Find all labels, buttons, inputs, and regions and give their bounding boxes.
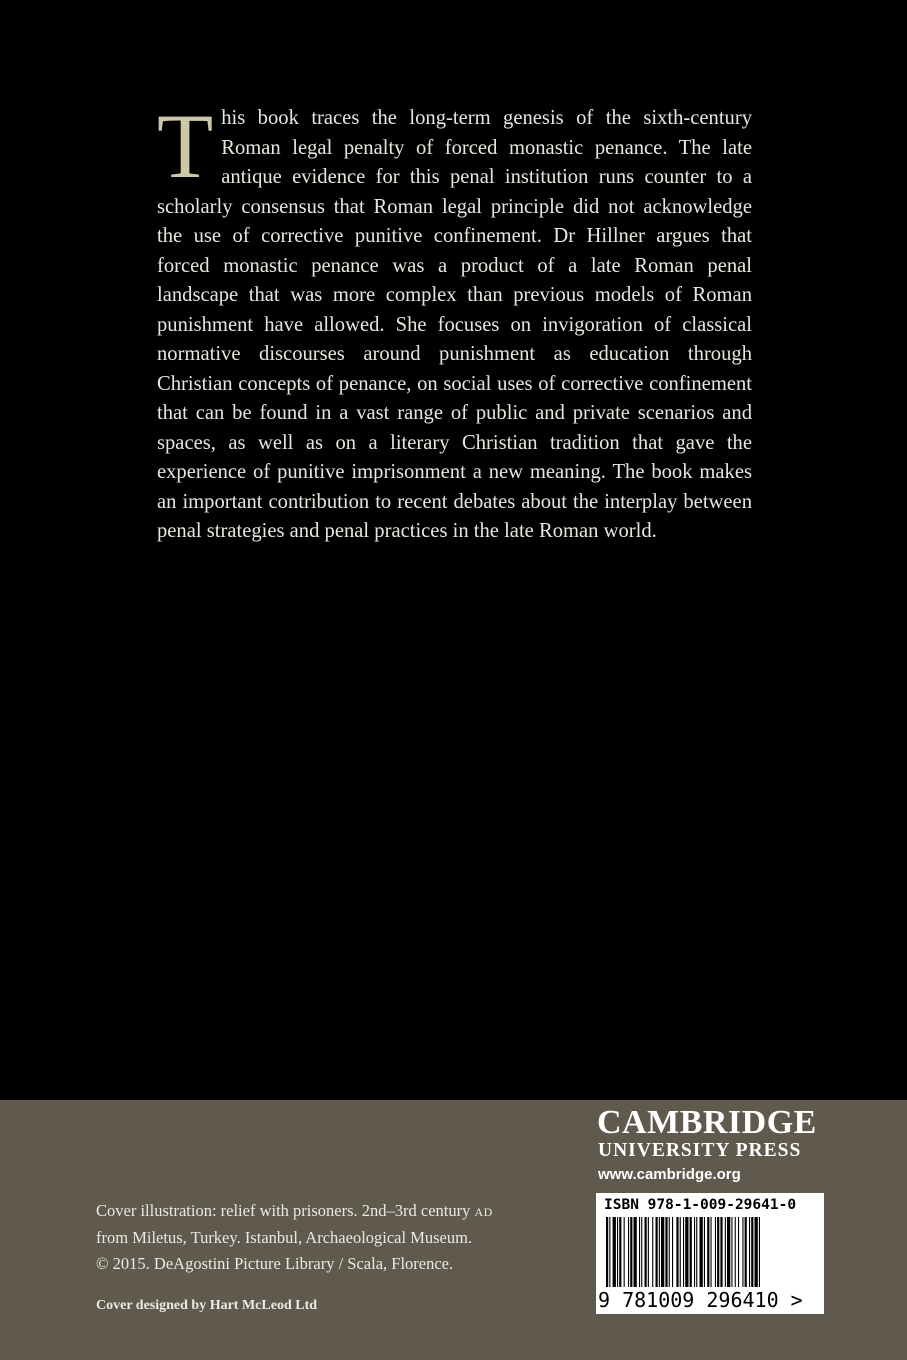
barcode-bar <box>665 1217 667 1287</box>
blurb-text: his book traces the long-term genesis of the sixth-century Roman legal penalty of forced monastic penance. The late antique evidence for this penal institution runs counter to a scholarly consensus that Roman legal principle did not acknowledge the use of corrective punitive confinement. Dr Hillner argues that forced monastic penance was a product of a late Roman penal landscape that was more complex than previous models of Roman punishment have allowed. She focuses on invigoration of classical normative discourses around punishment as education through Christian concepts of penance, on social uses of corrective confinement that can be found in a vast range of public and private scenarios and spaces, as well as on a literary Christian tradition that gave the experience of punitive imprisonment a new meaning. The book makes an important contribution to recent debates about the interplay between penal strategies and penal practices in the late Roman world. <box>157 107 752 542</box>
barcode-bar <box>628 1217 629 1287</box>
barcode-bar <box>652 1217 653 1287</box>
barcode <box>596 1193 824 1314</box>
publisher-name: CAMBRIDGE <box>597 1104 817 1141</box>
publisher-press: UNIVERSITY PRESS <box>598 1140 802 1161</box>
barcode-bar <box>680 1217 681 1287</box>
cover-credit <box>96 1198 576 1277</box>
barcode-bar <box>641 1217 642 1287</box>
barcode-bar <box>634 1217 637 1287</box>
barcode-bar <box>639 1217 640 1287</box>
barcode-bar <box>656 1217 658 1287</box>
barcode-bar <box>690 1217 692 1287</box>
barcode-bar <box>707 1217 709 1287</box>
ean-digits: 9 781009 296410 > <box>598 1288 803 1312</box>
barcode-bar <box>624 1217 625 1287</box>
barcode-bar <box>669 1217 670 1287</box>
barcode-bar <box>683 1217 684 1287</box>
barcode-bar <box>751 1217 753 1287</box>
barcode-bar <box>731 1217 732 1287</box>
credit-line-3: © 2015. DeAgostini Picture Library / Scala, Florence. <box>96 1254 454 1273</box>
barcode-bar <box>613 1217 616 1287</box>
barcode-bar <box>725 1217 726 1287</box>
barcode-bar <box>630 1217 632 1287</box>
drop-cap: T <box>157 95 214 197</box>
credit-line-1: Cover illustration: relief with prisoners. 2nd–3rd century <box>96 1201 471 1220</box>
barcode-bar <box>717 1217 719 1287</box>
barcode-bar <box>645 1217 647 1287</box>
designer-credit: Cover designed by Hart McLeod Ltd <box>96 1298 318 1313</box>
barcode-bar <box>659 1217 660 1287</box>
barcode-bar <box>672 1217 673 1287</box>
isbn-label: ISBN 978-1-009-29641-0 <box>604 1197 797 1213</box>
barcode-bar <box>619 1217 621 1287</box>
barcode-bar <box>738 1217 739 1287</box>
barcode-bar <box>704 1217 705 1287</box>
barcode-bar <box>755 1217 758 1287</box>
blurb <box>157 95 752 547</box>
barcode-bar <box>727 1217 730 1287</box>
barcode-bar <box>720 1217 722 1287</box>
barcode-bar <box>606 1217 608 1287</box>
barcode-bar <box>735 1217 736 1287</box>
barcode-bar <box>742 1217 743 1287</box>
barcode-bar <box>700 1217 703 1287</box>
barcode-bar <box>617 1217 618 1287</box>
barcode-bar <box>609 1217 610 1287</box>
barcode-bar <box>661 1217 664 1287</box>
credit-line-2: from Miletus, Turkey. Istanbul, Archaeological Museum. <box>96 1228 473 1247</box>
credit-era: AD <box>474 1205 493 1219</box>
barcode-bar <box>696 1217 697 1287</box>
publisher-url: www.cambridge.org <box>598 1166 741 1183</box>
barcode-bar <box>749 1217 750 1287</box>
barcode-bar <box>685 1217 688 1287</box>
barcode-bars <box>600 1217 820 1289</box>
barcode-bar <box>648 1217 649 1287</box>
barcode-bar <box>715 1217 716 1287</box>
barcode-bar <box>745 1217 747 1287</box>
barcode-bar <box>676 1217 678 1287</box>
barcode-bar <box>759 1217 760 1287</box>
barcode-bar <box>694 1217 695 1287</box>
barcode-bar <box>711 1217 712 1287</box>
